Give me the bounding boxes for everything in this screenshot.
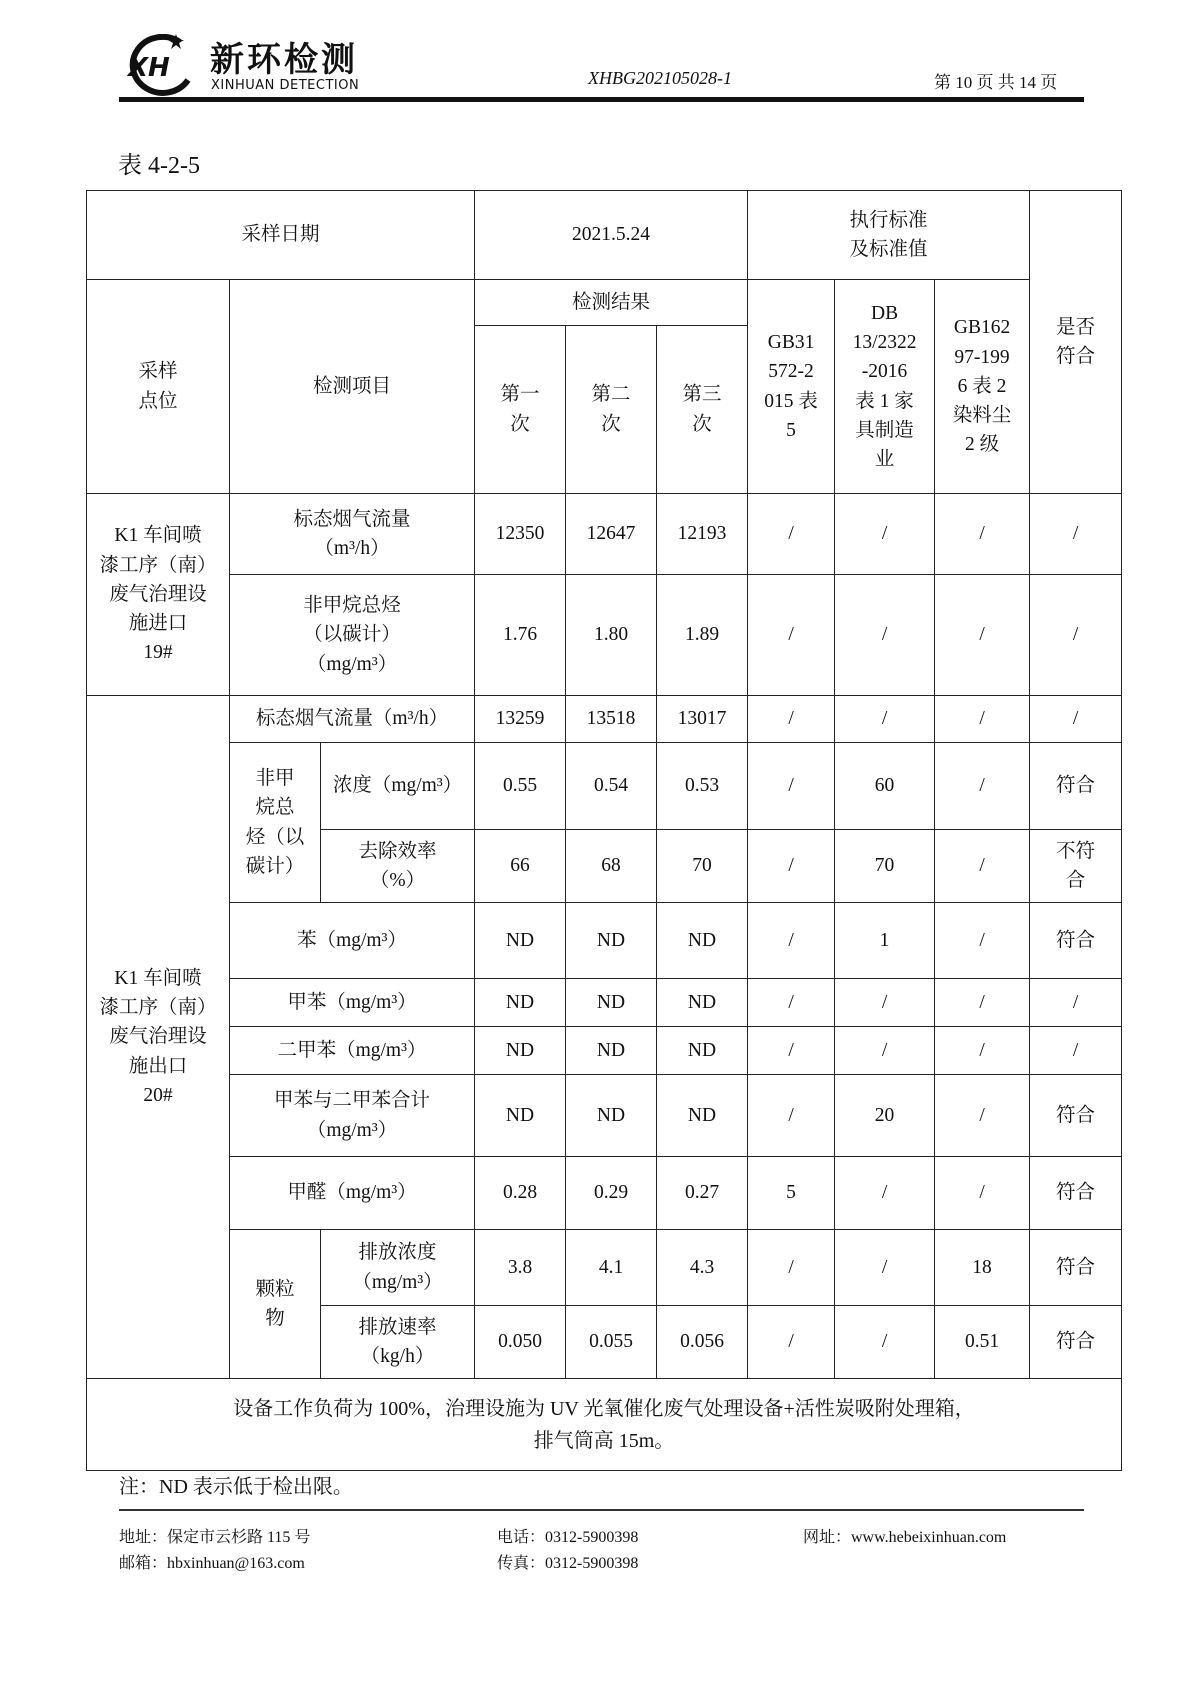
sampling-date: 2021.5.24 (475, 191, 748, 280)
result-run-1: 0.28 (475, 1157, 566, 1230)
standard-limit-3: / (935, 830, 1030, 903)
item-label: 检测项目 (230, 280, 475, 494)
compliance-cell: / (1030, 1027, 1122, 1075)
result-run-1: 1.76 (475, 575, 566, 696)
result-run-2: 1.80 (566, 575, 657, 696)
table-row (87, 1075, 1122, 1157)
test-sub-item: 浓度（mg/m³） (321, 743, 475, 830)
report-number: XHBG202105028-1 (588, 68, 732, 88)
test-item: 甲苯与二甲苯合计 （mg/m³） (230, 1075, 475, 1157)
result-run-1: 12350 (475, 494, 566, 575)
standard-limit-2: 20 (835, 1075, 935, 1157)
standard-limit-1: / (748, 1230, 835, 1306)
footer-divider (119, 1509, 1084, 1511)
compliance-cell: 符合 (1030, 1157, 1122, 1230)
sampling-date-label: 采样日期 (87, 191, 475, 280)
result-run-1: 0.050 (475, 1306, 566, 1379)
compliance-cell: / (1030, 575, 1122, 696)
compliance-cell: / (1030, 979, 1122, 1027)
result-run-3: 0.53 (657, 743, 748, 830)
result-run-2: 12647 (566, 494, 657, 575)
compliance-cell: / (1030, 696, 1122, 743)
standard-limit-1: / (748, 743, 835, 830)
result-run-3: ND (657, 979, 748, 1027)
logo-text-en: XINHUAN DETECTION (211, 78, 360, 93)
results-label: 检测结果 (475, 280, 748, 326)
test-item: 非甲烷总烃 （以碳计） （mg/m³） (230, 575, 475, 696)
compliance-cell: 符合 (1030, 1230, 1122, 1306)
test-sub-item: 去除效率 （%） (321, 830, 475, 903)
test-sub-item: 排放速率 （kg/h） (321, 1306, 475, 1379)
footer-email: 邮箱：hbxinhuan@163.com (119, 1555, 305, 1572)
result-run-2: ND (566, 1075, 657, 1157)
standard-limit-2: / (835, 1306, 935, 1379)
result-run-3: ND (657, 1027, 748, 1075)
footer-fax: 传真：0312-5900398 (497, 1555, 639, 1572)
table-row (87, 575, 1122, 696)
compliance-cell: 符合 (1030, 1075, 1122, 1157)
result-run-1: 0.55 (475, 743, 566, 830)
result-run-1: 13259 (475, 696, 566, 743)
compliance-cell: 符合 (1030, 743, 1122, 830)
standard-limit-2: / (835, 1157, 935, 1230)
test-item: 甲苯（mg/m³） (230, 979, 475, 1027)
result-run-1: ND (475, 903, 566, 979)
standard-gb31572: GB31 572-2 015 表 5 (748, 280, 835, 494)
standard-limit-3: / (935, 575, 1030, 696)
standard-limit-2: 70 (835, 830, 935, 903)
standard-limit-1: / (748, 494, 835, 575)
table-row (87, 696, 1122, 743)
table-row (87, 743, 1122, 830)
footer-website: 网址：www.hebeixinhuan.com (803, 1529, 1007, 1546)
standard-limit-1: / (748, 1027, 835, 1075)
result-run-3: 12193 (657, 494, 748, 575)
result-run-1: 66 (475, 830, 566, 903)
header-row (87, 280, 1122, 326)
result-run-3: 0.056 (657, 1306, 748, 1379)
standard-limit-2: 1 (835, 903, 935, 979)
compliance-cell: / (1030, 494, 1122, 575)
test-item: 二甲苯（mg/m³） (230, 1027, 475, 1075)
standard-limit-2: / (835, 575, 935, 696)
standard-limit-2: / (835, 494, 935, 575)
result-run-2: ND (566, 979, 657, 1027)
result-run-2: 68 (566, 830, 657, 903)
standard-limit-3: / (935, 1075, 1030, 1157)
test-item: 标态烟气流量（m³/h） (230, 696, 475, 743)
table-title: 表 4-2-5 (118, 153, 200, 179)
result-run-2: ND (566, 1027, 657, 1075)
table-row (87, 979, 1122, 1027)
compliance-cell: 不符 合 (1030, 830, 1122, 903)
sampling-point-inlet: K1 车间喷 漆工序（南） 废气治理设 施进口 19# (87, 494, 230, 696)
result-run-3: ND (657, 903, 748, 979)
standard-limit-1: / (748, 903, 835, 979)
footer-phone: 电话：0312-5900398 (497, 1529, 639, 1546)
result-run-2: 0.29 (566, 1157, 657, 1230)
standard-limit-2: / (835, 1027, 935, 1075)
standard-limit-3: / (935, 743, 1030, 830)
compliance-cell: 符合 (1030, 1306, 1122, 1379)
item-group-nmhc: 非甲 烷总 烃（以 碳计） (230, 743, 321, 903)
test-sub-item: 排放浓度 （mg/m³） (321, 1230, 475, 1306)
result-run-3: 0.27 (657, 1157, 748, 1230)
standard-limit-2: / (835, 696, 935, 743)
result-run-3: 13017 (657, 696, 748, 743)
sampling-point-outlet: K1 车间喷 漆工序（南） 废气治理设 施出口 20# (87, 696, 230, 1379)
results-table (86, 190, 1122, 1471)
standard-limit-3: / (935, 903, 1030, 979)
table-row (87, 903, 1122, 979)
standard-limit-3: / (935, 696, 1030, 743)
standard-limit-2: / (835, 1230, 935, 1306)
company-logo (118, 34, 368, 98)
standard-limit-1: 5 (748, 1157, 835, 1230)
standard-limit-1: / (748, 696, 835, 743)
remark-cell: 设备工作负荷为 100%，治理设施为 UV 光氧催化废气处理设备+活性炭吸附处理箱， 排气筒高 15m。 (87, 1379, 1122, 1471)
standard-limit-1: / (748, 830, 835, 903)
header-divider (119, 97, 1084, 102)
standard-limit-3: 0.51 (935, 1306, 1030, 1379)
result-run-1: ND (475, 1027, 566, 1075)
standard-limit-2: 60 (835, 743, 935, 830)
table-row (87, 1379, 1122, 1471)
result-run-1: ND (475, 1075, 566, 1157)
result-run-2: 13518 (566, 696, 657, 743)
page-number: 第 10 页 共 14 页 (934, 73, 1058, 92)
table-row (87, 494, 1122, 575)
result-run-3: 70 (657, 830, 748, 903)
table-row (87, 1230, 1122, 1306)
standard-limit-1: / (748, 1075, 835, 1157)
standard-limit-1: / (748, 575, 835, 696)
standard-limit-3: / (935, 979, 1030, 1027)
result-run-2: 4.1 (566, 1230, 657, 1306)
logo-emblem-icon (118, 34, 208, 98)
result-run-3: ND (657, 1075, 748, 1157)
result-run-2: ND (566, 903, 657, 979)
footer-address: 地址：保定市云杉路 115 号 (119, 1529, 311, 1546)
run-1-label: 第一 次 (475, 326, 566, 494)
result-run-3: 1.89 (657, 575, 748, 696)
result-run-1: 3.8 (475, 1230, 566, 1306)
header-row (87, 191, 1122, 280)
standard-limit-3: / (935, 1157, 1030, 1230)
svg-text:XH: XH (128, 53, 170, 83)
compliance-cell: 符合 (1030, 903, 1122, 979)
table-row (87, 1027, 1122, 1075)
compliance-label: 是否 符合 (1030, 191, 1122, 494)
test-item: 标态烟气流量 （m³/h） (230, 494, 475, 575)
test-item: 甲醛（mg/m³） (230, 1157, 475, 1230)
item-group-particulate: 颗粒 物 (230, 1230, 321, 1379)
logo-text-cn: 新环检测 (210, 40, 358, 80)
footnote: 注：ND 表示低于检出限。 (119, 1476, 353, 1498)
run-3-label: 第三 次 (657, 326, 748, 494)
standard-label: 执行标准 及标准值 (748, 191, 1030, 280)
test-item: 苯（mg/m³） (230, 903, 475, 979)
standard-limit-3: / (935, 1027, 1030, 1075)
run-2-label: 第二 次 (566, 326, 657, 494)
standard-limit-1: / (748, 1306, 835, 1379)
result-run-1: ND (475, 979, 566, 1027)
point-label: 采样 点位 (87, 280, 230, 494)
standard-limit-3: / (935, 494, 1030, 575)
result-run-2: 0.54 (566, 743, 657, 830)
standard-limit-3: 18 (935, 1230, 1030, 1306)
standard-gb16297: GB162 97-199 6 表 2 染料尘 2 级 (935, 280, 1030, 494)
result-run-3: 4.3 (657, 1230, 748, 1306)
table-row (87, 1157, 1122, 1230)
result-run-2: 0.055 (566, 1306, 657, 1379)
standard-limit-2: / (835, 979, 935, 1027)
standard-db13-2322: DB 13/2322 -2016 表 1 家 具制造 业 (835, 280, 935, 494)
standard-limit-1: / (748, 979, 835, 1027)
